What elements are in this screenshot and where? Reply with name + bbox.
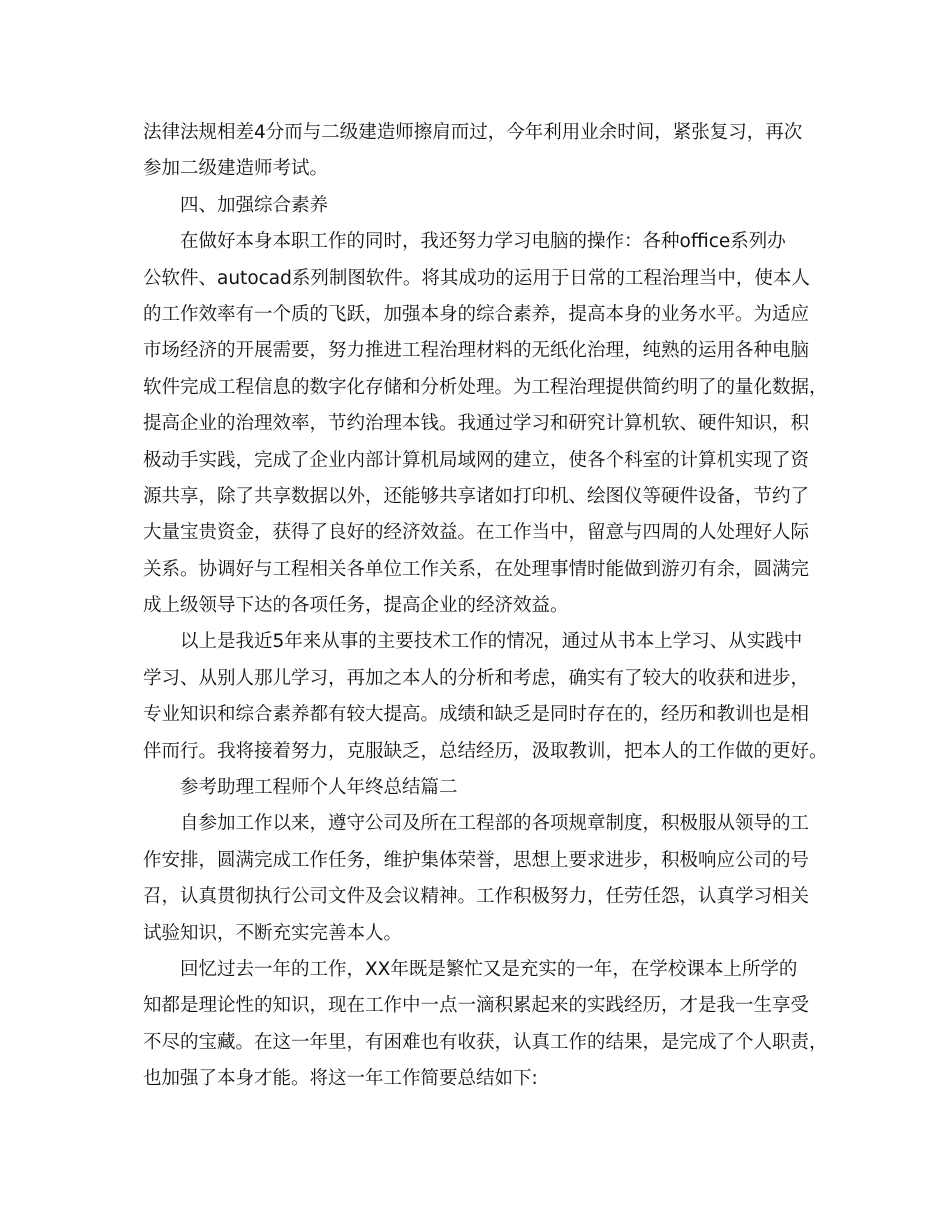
text-line: 市场经济的开展需要，努力推进工程治理材料的无纸化治理，纯熟的运用各种电脑 <box>143 340 810 362</box>
document-body <box>143 115 833 1098</box>
text-line: 专业知识和综合素养都有较大提高。成绩和缺乏是同时存在的，经历和教训也是相 <box>143 704 810 726</box>
section-heading: 参考助理工程师个人年终总结篇二 <box>180 777 458 799</box>
text-line: 学习、从别人那儿学习，再加之本人的分析和考虑，确实有了较大的收获和进步， <box>143 667 810 689</box>
text-line: 作安排，圆满完成工作任务，维护集体荣誉，思想上要求进步，积极响应公司的号 <box>143 849 810 871</box>
text-line: 大量宝贵资金，获得了良好的经济效益。在工作当中，留意与四周的人处理好人际 <box>143 522 810 544</box>
text-line: 伴而行。我将接着努力，克服缺乏，总结经历，汲取教训，把本人的工作做的更好。 <box>143 740 828 762</box>
text-line: 提高企业的治理效率，节约治理本钱。我通过学习和研究计算机软、硬件知识，积 <box>143 413 810 435</box>
text-line: 以上是我近5年来从事的主要技术工作的情况，通过从书本上学习、从实践中 <box>180 631 803 653</box>
text-line: 在做好本身本职工作的同时，我还努力学习电脑的操作：各种office系列办 <box>180 231 786 253</box>
text-line: 回忆过去一年的工作，XX年既是繁忙又是充实的一年，在学校课本上所学的 <box>180 958 798 980</box>
text-line: 源共享，除了共享数据以外，还能够共享诸如打印机、绘图仪等硬件设备，节约了 <box>143 485 810 507</box>
text-line: 成上级领导下达的各项任务，提高企业的经济效益。 <box>143 595 569 617</box>
text-line: 自参加工作以来，遵守公司及所在工程部的各项规章制度，积极服从领导的工 <box>180 813 810 835</box>
text-line: 参加二级建造师考试。 <box>143 158 329 180</box>
text-line: 试验知识，不断充实完善本人。 <box>143 922 403 944</box>
text-line: 极动手实践，完成了企业内部计算机局域网的建立，使各个科室的计算机实现了资 <box>143 449 810 471</box>
text-line: 召，认真贯彻执行公司文件及会议精神。工作积极努力，任劳任怨，认真学习相关 <box>143 886 810 908</box>
text-line: 关系。协调好与工程相关各单位工作关系，在处理事情时能做到游刃有余，圆满完 <box>143 558 810 580</box>
text-line: 公软件、autocad系列制图软件。将其成功的运用于日常的工程治理当中，使本人 <box>143 267 810 289</box>
text-line: 不尽的宝藏。在这一年里，有困难也有收获，认真工作的结果，是完成了个人职责， <box>143 1031 828 1053</box>
section-heading: 四、加强综合素养 <box>180 194 329 216</box>
text-line: 软件完成工程信息的数字化存储和分析处理。为工程治理提供简约明了的量化数据， <box>143 376 828 398</box>
text-line: 的工作效率有一个质的飞跃，加强本身的综合素养，提高本身的业务水平。为适应 <box>143 303 810 325</box>
text-line: 知都是理论性的知识，现在工作中一点一滴积累起来的实践经历，才是我一生享受 <box>143 995 810 1017</box>
text-line: 法律法规相差4分而与二级建造师擦肩而过，今年利用业余时间，紧张复习，再次 <box>143 122 803 143</box>
text-line: 也加强了本身才能。将这一年工作简要总结如下: <box>143 1068 538 1090</box>
